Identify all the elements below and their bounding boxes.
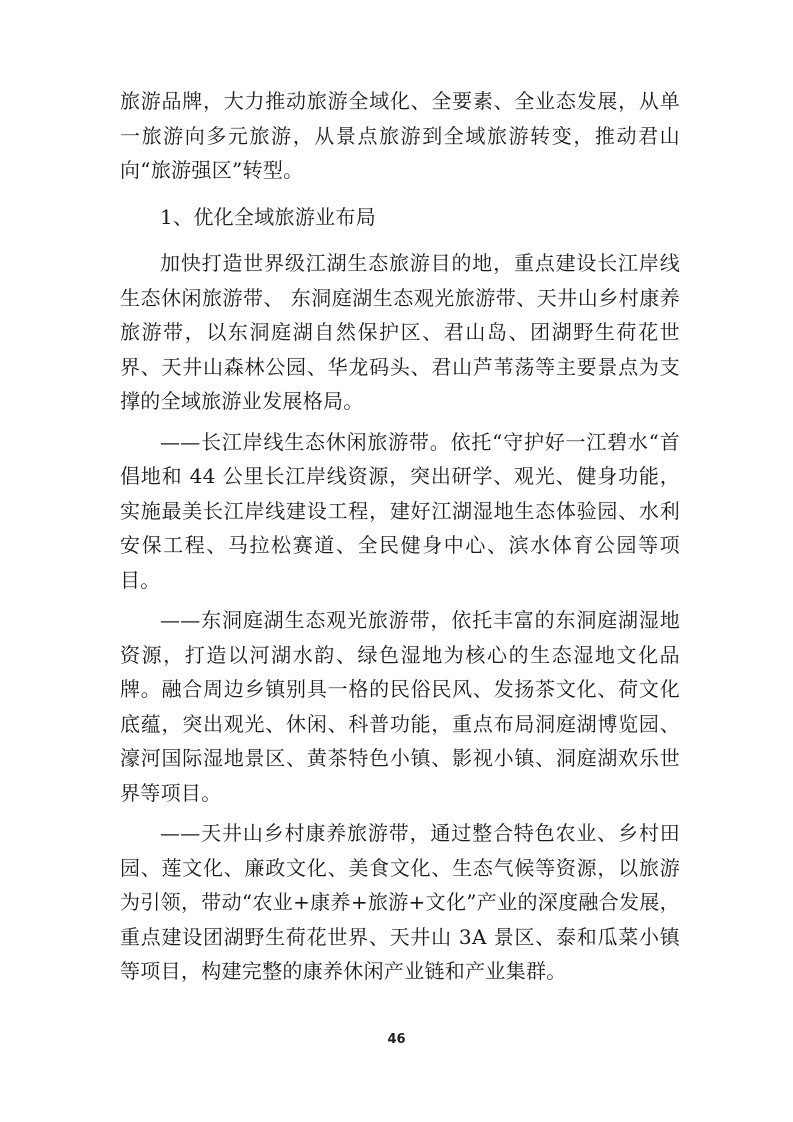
section-heading-optimize-layout: 1、优化全域旅游业布局	[160, 204, 377, 229]
document-body	[120, 84, 680, 995]
paragraph-tourism-brand: 旅游品牌，大力推动旅游全域化、全要素、全业态发展，从单一旅游向多元旅游，从景点旅游到全域旅游转变，推动君山向“旅游强区”转型。	[120, 89, 680, 182]
page-number: 46	[387, 1032, 406, 1047]
paragraph-world-class-destination: 加快打造世界级江湖生态旅游目的地，重点建设长江岸线生态休闲旅游带、 东洞庭湖生态观光旅游带、天井山乡村康养旅游带，以东洞庭湖自然保护区、君山岛、团湖野生荷花世界、天井山森林公园、华龙码头、君山芦苇荡等主要景点为支撑的全域旅游业发展格局。	[120, 251, 680, 413]
paragraph-dongting-belt: ——东洞庭湖生态观光旅游带，依托丰富的东洞庭湖湿地资源，打造以河湖水韵、绿色湿地为核心的生态湿地文化品牌。融合周边乡镇别具一格的民俗民风、发扬茶文化、荷文化底蕴，突出观光、休闲、科普功能，重点布局洞庭湖博览园、濠河国际湿地景区、黄茶特色小镇、影视小镇、洞庭湖欢乐世界等项目。	[120, 608, 680, 805]
paragraph-yangtze-belt: ——长江岸线生态休闲旅游带。依托“守护好一江碧水“首倡地和 44 公里长江岸线资源，突出研学、观光、健身功能，实施最美长江岸线建设工程，建好江湖湿地生态体验园、水利安保工程、马拉松赛道、全民健身中心、滨水体育公园等项目。	[120, 429, 680, 592]
paragraph-tianjingshan-belt: ——天井山乡村康养旅游带，通过整合特色农业、乡村田园、莲文化、廉政文化、美食文化、生态气候等资源，以旅游为引领，带动“农业+康养+旅游+文化”产业的深度融合发展，重点建设团湖野生荷花世界、天井山 3A 景区、泰和瓜菜小镇等项目，构建完整的康养休闲产业链和产业集群。	[120, 821, 680, 983]
